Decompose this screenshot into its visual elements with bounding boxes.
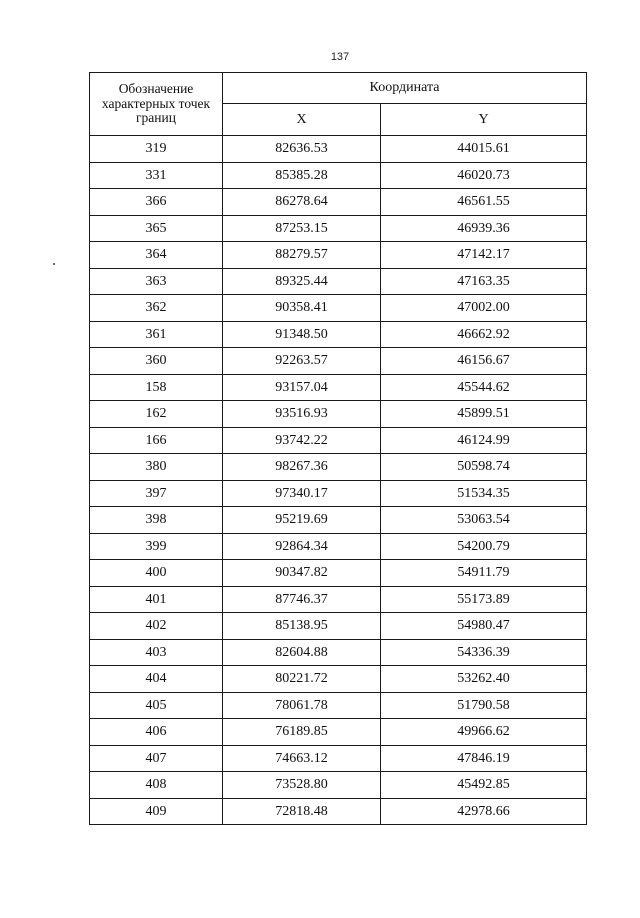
y-coordinate-cell: 51534.35 <box>381 480 587 507</box>
x-coordinate-cell: 80221.72 <box>223 666 381 693</box>
y-coordinate-cell: 51790.58 <box>381 692 587 719</box>
y-coordinate-cell: 49966.62 <box>381 719 587 746</box>
x-coordinate-cell: 93742.22 <box>223 427 381 454</box>
x-coordinate-cell: 93157.04 <box>223 374 381 401</box>
y-coordinate-cell: 54200.79 <box>381 533 587 560</box>
x-coordinate-cell: 82604.88 <box>223 639 381 666</box>
x-coordinate-cell: 85385.28 <box>223 162 381 189</box>
point-id-cell: 406 <box>90 719 223 746</box>
point-id-cell: 319 <box>90 136 223 163</box>
x-coordinate-cell: 87253.15 <box>223 215 381 242</box>
point-id-cell: 364 <box>90 242 223 269</box>
point-id-cell: 404 <box>90 666 223 693</box>
point-id-cell: 397 <box>90 480 223 507</box>
table-row <box>90 666 587 693</box>
y-coordinate-cell: 46156.67 <box>381 348 587 375</box>
point-id-cell: 400 <box>90 560 223 587</box>
table-row <box>90 639 587 666</box>
x-coordinate-cell: 85138.95 <box>223 613 381 640</box>
point-id-cell: 402 <box>90 613 223 640</box>
table-row <box>90 295 587 322</box>
x-coordinate-cell: 76189.85 <box>223 719 381 746</box>
y-coordinate-cell: 50598.74 <box>381 454 587 481</box>
x-coordinate-cell: 89325.44 <box>223 268 381 295</box>
point-id-cell: 407 <box>90 745 223 772</box>
table-row <box>90 613 587 640</box>
y-coordinate-cell: 46561.55 <box>381 189 587 216</box>
point-id-cell: 366 <box>90 189 223 216</box>
x-coordinate-cell: 91348.50 <box>223 321 381 348</box>
y-coordinate-cell: 53262.40 <box>381 666 587 693</box>
table-row <box>90 162 587 189</box>
x-header: X <box>223 104 381 136</box>
table-row <box>90 348 587 375</box>
y-coordinate-cell: 53063.54 <box>381 507 587 534</box>
x-coordinate-cell: 82636.53 <box>223 136 381 163</box>
y-coordinate-cell: 44015.61 <box>381 136 587 163</box>
point-id-cell: 365 <box>90 215 223 242</box>
x-coordinate-cell: 88279.57 <box>223 242 381 269</box>
x-coordinate-cell: 73528.80 <box>223 772 381 799</box>
y-coordinate-cell: 55173.89 <box>381 586 587 613</box>
x-coordinate-cell: 90347.82 <box>223 560 381 587</box>
table-row <box>90 560 587 587</box>
point-id-cell: 403 <box>90 639 223 666</box>
point-id-cell: 361 <box>90 321 223 348</box>
y-coordinate-cell: 46662.92 <box>381 321 587 348</box>
table-row <box>90 772 587 799</box>
y-coordinate-cell: 47002.00 <box>381 295 587 322</box>
point-id-cell: 408 <box>90 772 223 799</box>
x-coordinate-cell: 90358.41 <box>223 295 381 322</box>
y-coordinate-cell: 54911.79 <box>381 560 587 587</box>
y-coordinate-cell: 47142.17 <box>381 242 587 269</box>
table-row <box>90 401 587 428</box>
point-id-cell: 409 <box>90 798 223 825</box>
point-id-cell: 162 <box>90 401 223 428</box>
point-id-cell: 398 <box>90 507 223 534</box>
x-coordinate-cell: 97340.17 <box>223 480 381 507</box>
point-id-cell: 363 <box>90 268 223 295</box>
y-header: Y <box>381 104 587 136</box>
x-coordinate-cell: 93516.93 <box>223 401 381 428</box>
x-coordinate-cell: 72818.48 <box>223 798 381 825</box>
y-coordinate-cell: 54980.47 <box>381 613 587 640</box>
table-row <box>90 374 587 401</box>
point-id-cell: 158 <box>90 374 223 401</box>
coordinates-table <box>89 72 587 825</box>
y-coordinate-cell: 46020.73 <box>381 162 587 189</box>
table-row <box>90 507 587 534</box>
y-coordinate-cell: 46939.36 <box>381 215 587 242</box>
y-coordinate-cell: 54336.39 <box>381 639 587 666</box>
x-coordinate-cell: 92864.34 <box>223 533 381 560</box>
x-coordinate-cell: 74663.12 <box>223 745 381 772</box>
x-coordinate-cell: 87746.37 <box>223 586 381 613</box>
table-row <box>90 242 587 269</box>
table-row <box>90 268 587 295</box>
table-row <box>90 719 587 746</box>
x-coordinate-cell: 86278.64 <box>223 189 381 216</box>
point-id-cell: 399 <box>90 533 223 560</box>
table-row <box>90 136 587 163</box>
table-row <box>90 321 587 348</box>
point-id-cell: 401 <box>90 586 223 613</box>
table-row <box>90 215 587 242</box>
x-coordinate-cell: 92263.57 <box>223 348 381 375</box>
table-row <box>90 692 587 719</box>
table-row <box>90 586 587 613</box>
point-id-cell: 360 <box>90 348 223 375</box>
scan-speck <box>53 263 55 265</box>
point-id-cell: 331 <box>90 162 223 189</box>
y-coordinate-cell: 42978.66 <box>381 798 587 825</box>
table-row <box>90 798 587 825</box>
table-body <box>90 136 587 825</box>
table-header <box>90 73 587 136</box>
y-coordinate-cell: 45899.51 <box>381 401 587 428</box>
page-number: 137 <box>330 51 350 63</box>
table-row <box>90 480 587 507</box>
table-row <box>90 533 587 560</box>
point-id-cell: 405 <box>90 692 223 719</box>
table-row <box>90 454 587 481</box>
coordinate-header: Координата <box>223 73 587 104</box>
point-id-cell: 380 <box>90 454 223 481</box>
table-row <box>90 427 587 454</box>
x-coordinate-cell: 78061.78 <box>223 692 381 719</box>
point-id-cell: 362 <box>90 295 223 322</box>
y-coordinate-cell: 47163.35 <box>381 268 587 295</box>
x-coordinate-cell: 98267.36 <box>223 454 381 481</box>
table-row <box>90 745 587 772</box>
y-coordinate-cell: 45544.62 <box>381 374 587 401</box>
y-coordinate-cell: 46124.99 <box>381 427 587 454</box>
y-coordinate-cell: 47846.19 <box>381 745 587 772</box>
table-row <box>90 189 587 216</box>
y-coordinate-cell: 45492.85 <box>381 772 587 799</box>
point-designation-header: Обозначение характерных точек границ <box>90 73 223 136</box>
x-coordinate-cell: 95219.69 <box>223 507 381 534</box>
point-id-cell: 166 <box>90 427 223 454</box>
